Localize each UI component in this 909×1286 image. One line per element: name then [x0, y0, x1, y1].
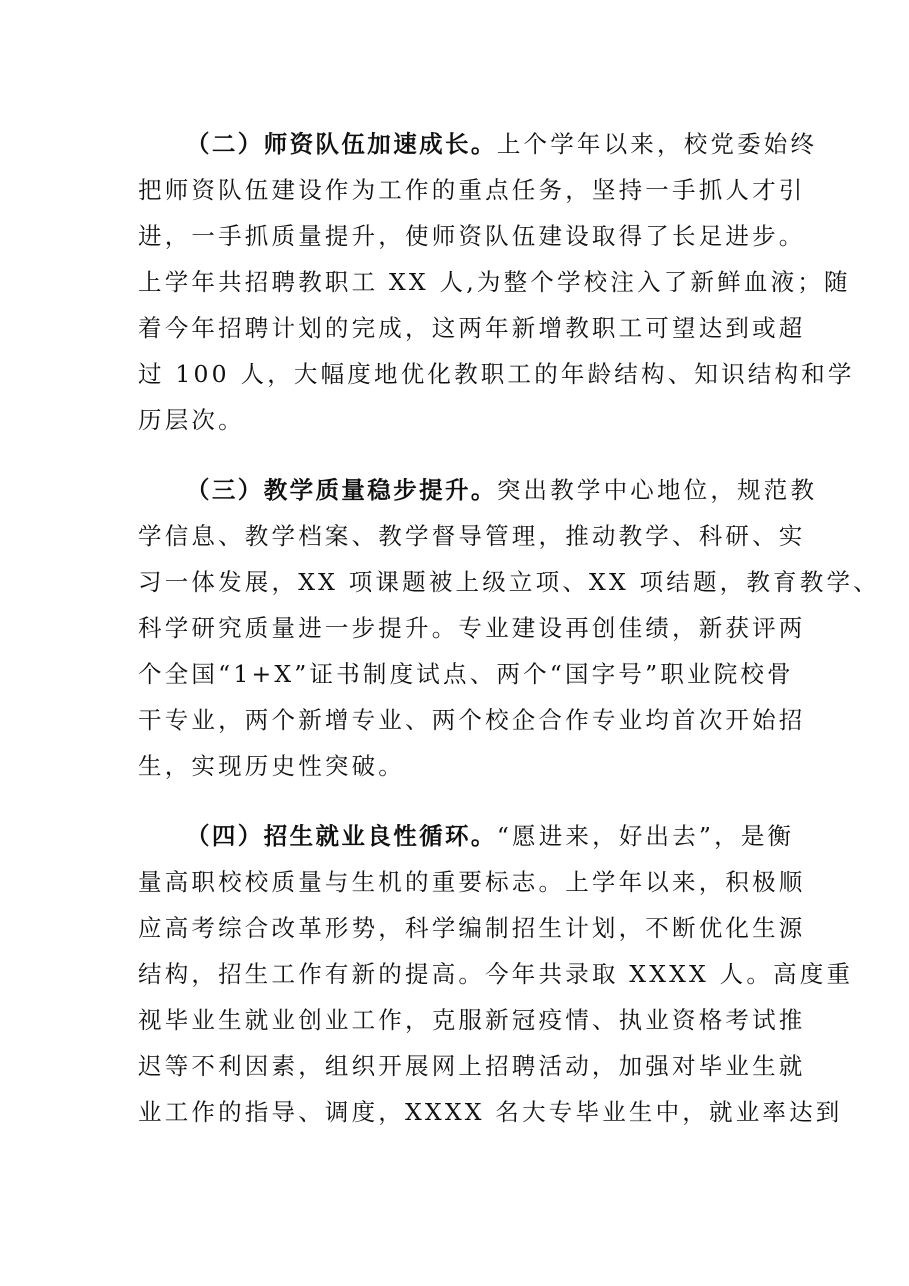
section-teaching-quality: [138, 467, 880, 789]
paragraph-line: 应高考综合改革形势，科学编制招生计划，不断优化生源: [138, 914, 806, 942]
paragraph-text: 上个学年以来，校党委始终: [496, 130, 818, 158]
paragraph-line: 历层次。: [138, 406, 245, 434]
paragraph-line: 视毕业生就业创业工作，克服新冠疫情、执业资格考试推: [138, 1006, 806, 1034]
paragraph-first-line: [138, 121, 818, 167]
paragraph-first-line: [138, 467, 818, 513]
paragraph-line: 着今年招聘计划的完成，这两年新增教职工可望达到或超: [138, 314, 806, 342]
paragraph-line: 学信息、教学档案、教学督导管理，推动教学、科研、实: [138, 522, 806, 550]
paragraph-line: 习一体发展，XX 项课题被上级立项、XX 项结题，教育教学、: [138, 568, 880, 596]
paragraph-line: 进，一手抓质量提升，使师资队伍建设取得了长足进步。: [138, 222, 806, 250]
paragraph-line: 把师资队伍建设作为工作的重点任务，坚持一手抓人才引: [138, 176, 806, 204]
paragraph-line: 迟等不利因素，组织开展网上招聘活动，加强对毕业生就: [138, 1052, 806, 1080]
paragraph-line: 干专业，两个新增专业、两个校企合作专业均首次开始招: [138, 706, 806, 734]
section-heading: （四）招生就业良性循环。: [186, 822, 497, 850]
paragraph-text: “愿进来，好出去”，是衡: [496, 822, 795, 850]
paragraph-first-line: [138, 813, 795, 859]
paragraph-line: 生，实现历史性突破。: [138, 752, 405, 780]
paragraph-text: 突出教学中心地位，规范教: [496, 476, 818, 504]
section-heading: （三）教学质量稳步提升。: [186, 476, 497, 504]
paragraph-line: 过 100 人，大幅度地优化教职工的年龄结构、知识结构和学: [138, 360, 855, 388]
paragraph-line: 业工作的指导、调度，XXXX 名大专毕业生中，就业率达到: [138, 1098, 843, 1126]
paragraph-line: 结构，招生工作有新的提高。今年共录取 XXXX 人。高度重: [138, 960, 854, 988]
section-teacher-team: [138, 121, 855, 443]
paragraph-line: 量高职校校质量与生机的重要标志。上学年以来，积极顺: [138, 868, 806, 896]
paragraph-line: 上学年共招聘教职工 XX 人,为整个学校注入了新鲜血液；随: [138, 268, 851, 296]
section-enrollment-employment: [138, 813, 854, 1135]
section-heading: （二）师资队伍加速成长。: [186, 130, 497, 158]
paragraph-line: 科学研究质量进一步提升。专业建设再创佳绩，新获评两: [138, 614, 806, 642]
paragraph-line: 个全国“1+X”证书制度试点、两个“国字号”职业院校骨: [138, 660, 794, 688]
